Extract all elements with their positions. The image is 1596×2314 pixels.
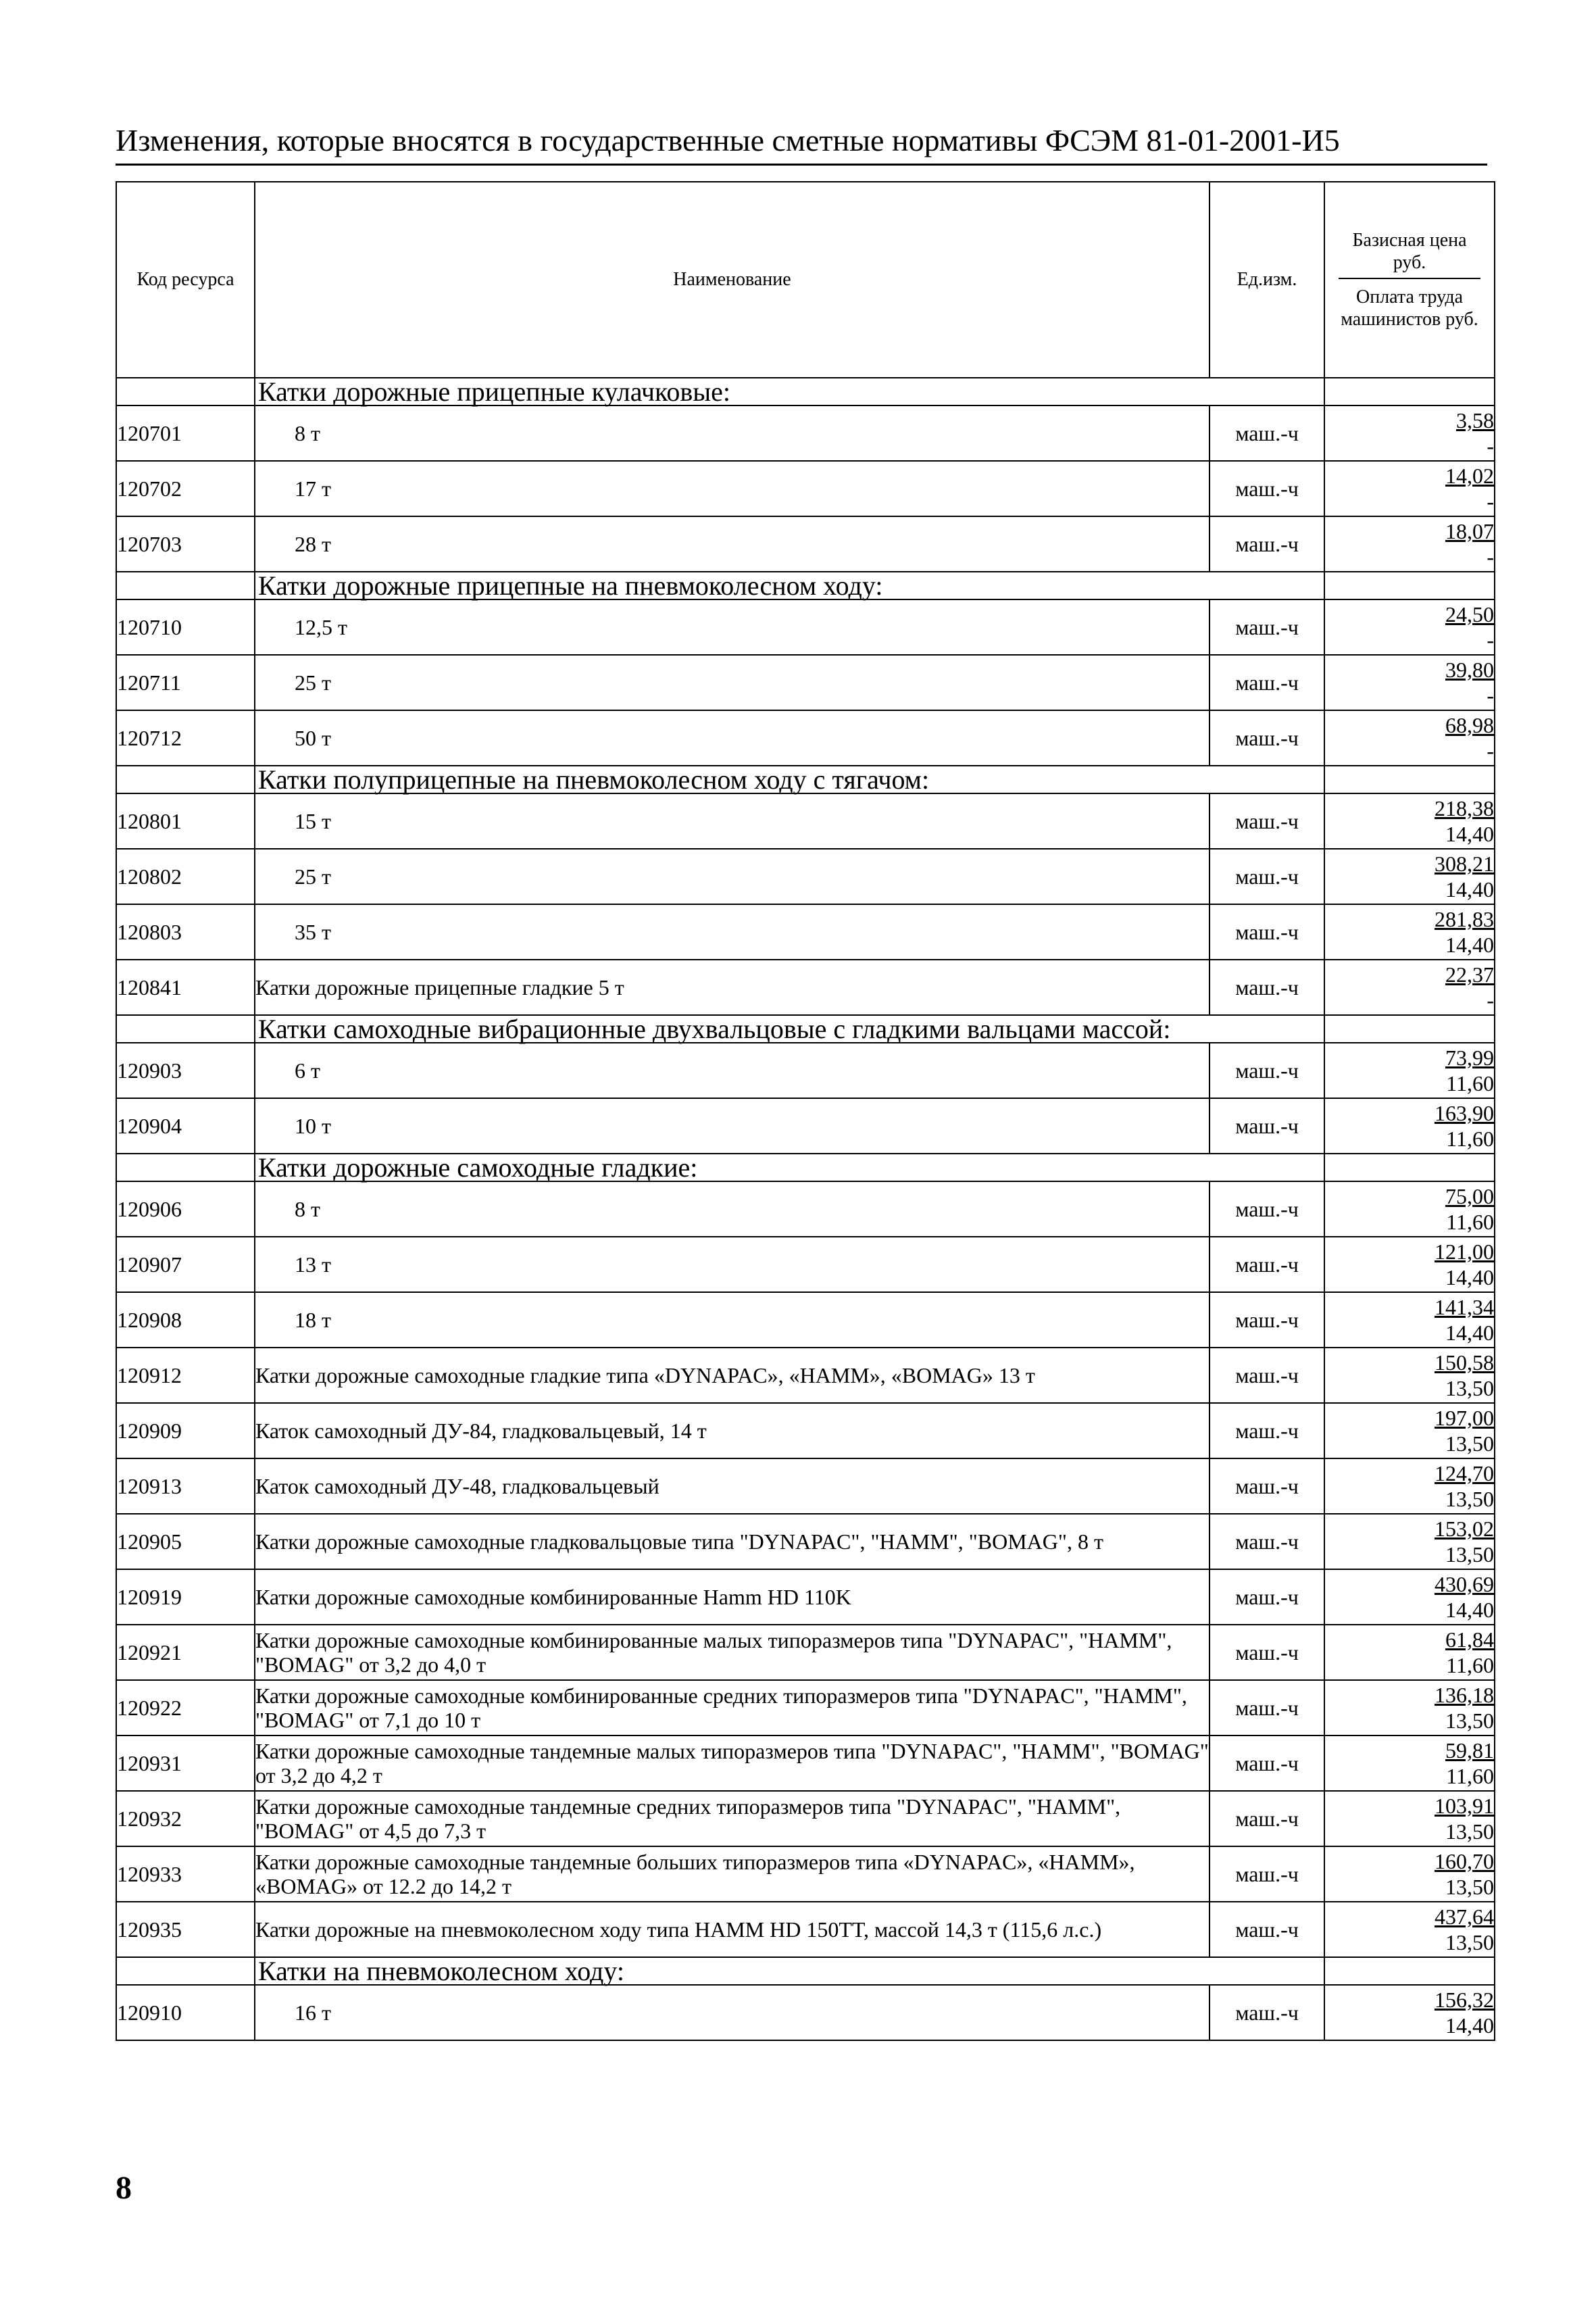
resource-code: 120905 xyxy=(116,1514,255,1569)
table-row xyxy=(116,1098,1495,1154)
base-price: 160,70 xyxy=(1435,1849,1494,1873)
labor-price: 13,50 xyxy=(1445,1930,1494,1954)
price-cell xyxy=(1324,516,1495,572)
price-cell xyxy=(1324,1237,1495,1292)
resource-code: 120906 xyxy=(116,1181,255,1237)
table-row xyxy=(116,1292,1495,1348)
table-row xyxy=(116,1791,1495,1846)
labor-price: 13,50 xyxy=(1445,1819,1494,1844)
group-row xyxy=(116,766,1495,793)
resource-name: Катки дорожные самоходные комбинированные малых типоразмеров типа "DYNAPAC", "HAMM", "BOMAG" от 3,2 до 4,0 т xyxy=(255,1625,1210,1680)
table-row xyxy=(116,1514,1495,1569)
table-row xyxy=(116,516,1495,572)
labor-price: 11,60 xyxy=(1446,1653,1494,1677)
col-header-price xyxy=(1324,182,1495,378)
resource-name: Катки дорожные самоходные тандемные малых типоразмеров типа "DYNAPAC", "HAMM", "BOMAG" от 3,2 до 4,2 т xyxy=(255,1736,1210,1791)
unit: маш.-ч xyxy=(1210,1348,1324,1403)
unit: маш.-ч xyxy=(1210,1514,1324,1569)
table-row xyxy=(116,960,1495,1015)
labor-price: 11,60 xyxy=(1446,1764,1494,1788)
unit: маш.-ч xyxy=(1210,960,1324,1015)
price-cell xyxy=(1324,710,1495,766)
price-cell xyxy=(1324,904,1495,960)
base-price: 68,98 xyxy=(1445,713,1494,737)
labor-price: 14,40 xyxy=(1445,1265,1494,1289)
page-header: Изменения, которые вносятся в государственные сметные нормативы ФСЭМ 81-01-2001-И5 xyxy=(116,122,1487,166)
unit: маш.-ч xyxy=(1210,1569,1324,1625)
base-price: 75,00 xyxy=(1445,1184,1494,1208)
base-price: 73,99 xyxy=(1445,1045,1494,1070)
resource-name: 25 т xyxy=(255,849,1210,904)
base-price: 24,50 xyxy=(1445,602,1494,626)
table-row xyxy=(116,1846,1495,1902)
group-title: Катки полуприцепные на пневмоколесном ходу с тягачом: xyxy=(255,766,1324,793)
group-title: Катки дорожные прицепные на пневмоколесном ходу: xyxy=(255,572,1324,599)
resource-name: 17 т xyxy=(255,461,1210,516)
price-cell xyxy=(1324,1625,1495,1680)
price-cell xyxy=(1324,655,1495,710)
resource-code: 120912 xyxy=(116,1348,255,1403)
labor-price: - xyxy=(1487,489,1494,514)
group-row xyxy=(116,572,1495,599)
resource-name: 35 т xyxy=(255,904,1210,960)
price-labor-header: Оплата труда машинистов руб. xyxy=(1341,287,1478,330)
resource-code: 120803 xyxy=(116,904,255,960)
resource-code: 120931 xyxy=(116,1736,255,1791)
price-cell xyxy=(1324,1292,1495,1348)
group-code-cell xyxy=(116,766,255,793)
table-row xyxy=(116,1736,1495,1791)
price-cell xyxy=(1324,599,1495,655)
table-row xyxy=(116,1680,1495,1736)
labor-price: 13,50 xyxy=(1445,1708,1494,1733)
table-row xyxy=(116,1902,1495,1957)
group-title: Катки на пневмоколесном ходу: xyxy=(255,1957,1324,1985)
labor-price: 14,40 xyxy=(1445,877,1494,902)
resource-code: 120841 xyxy=(116,960,255,1015)
labor-price: 13,50 xyxy=(1445,1431,1494,1456)
table-row xyxy=(116,904,1495,960)
group-code-cell xyxy=(116,1154,255,1181)
resource-name: 13 т xyxy=(255,1237,1210,1292)
table-row xyxy=(116,599,1495,655)
labor-price: 11,60 xyxy=(1446,1127,1494,1151)
unit: маш.-ч xyxy=(1210,1458,1324,1514)
price-cell xyxy=(1324,1458,1495,1514)
price-cell xyxy=(1324,1348,1495,1403)
resource-code: 120907 xyxy=(116,1237,255,1292)
unit: маш.-ч xyxy=(1210,461,1324,516)
resource-code: 120710 xyxy=(116,599,255,655)
unit: маш.-ч xyxy=(1210,1985,1324,2040)
resource-name: Катки дорожные самоходные гладкие типа «DYNAPAC», «HAMM», «BOMAG» 13 т xyxy=(255,1348,1210,1403)
base-price: 136,18 xyxy=(1435,1683,1494,1707)
price-cell xyxy=(1324,793,1495,849)
labor-price: 11,60 xyxy=(1446,1071,1494,1096)
table-row xyxy=(116,1403,1495,1458)
base-price: 153,02 xyxy=(1435,1517,1494,1541)
base-price: 308,21 xyxy=(1435,852,1494,876)
resource-name: 28 т xyxy=(255,516,1210,572)
unit: маш.-ч xyxy=(1210,1292,1324,1348)
resource-name: 18 т xyxy=(255,1292,1210,1348)
resource-code: 120933 xyxy=(116,1846,255,1902)
base-price: 18,07 xyxy=(1445,519,1494,543)
price-cell xyxy=(1324,405,1495,461)
col-header-name: Наименование xyxy=(255,182,1210,378)
price-cell xyxy=(1324,1514,1495,1569)
labor-price: - xyxy=(1487,739,1494,763)
table-row xyxy=(116,461,1495,516)
table-row xyxy=(116,710,1495,766)
unit: маш.-ч xyxy=(1210,1237,1324,1292)
resource-code: 120910 xyxy=(116,1985,255,2040)
labor-price: - xyxy=(1487,683,1494,708)
base-price: 59,81 xyxy=(1445,1738,1494,1763)
unit: маш.-ч xyxy=(1210,1403,1324,1458)
table-row xyxy=(116,1181,1495,1237)
price-cell xyxy=(1324,1098,1495,1154)
resource-code: 120703 xyxy=(116,516,255,572)
table-row xyxy=(116,1985,1495,2040)
base-price: 121,00 xyxy=(1435,1239,1494,1264)
unit: маш.-ч xyxy=(1210,710,1324,766)
unit: маш.-ч xyxy=(1210,1846,1324,1902)
group-title: Катки дорожные самоходные гладкие: xyxy=(255,1154,1324,1181)
labor-price: - xyxy=(1487,628,1494,652)
unit: маш.-ч xyxy=(1210,793,1324,849)
resource-code: 120932 xyxy=(116,1791,255,1846)
price-cell xyxy=(1324,1902,1495,1957)
base-price: 61,84 xyxy=(1445,1627,1494,1652)
labor-price: 14,40 xyxy=(1445,933,1494,957)
labor-price: 13,50 xyxy=(1445,1542,1494,1567)
resource-code: 120801 xyxy=(116,793,255,849)
labor-price: 11,60 xyxy=(1446,1210,1494,1234)
resource-code: 120921 xyxy=(116,1625,255,1680)
unit: маш.-ч xyxy=(1210,599,1324,655)
group-price-cell xyxy=(1324,572,1495,599)
unit: маш.-ч xyxy=(1210,1181,1324,1237)
unit: маш.-ч xyxy=(1210,1680,1324,1736)
price-cell xyxy=(1324,461,1495,516)
base-price: 14,02 xyxy=(1445,464,1494,488)
labor-price: 14,40 xyxy=(1445,1321,1494,1345)
base-price: 197,00 xyxy=(1435,1406,1494,1430)
group-price-cell xyxy=(1324,1154,1495,1181)
table-row xyxy=(116,1569,1495,1625)
resource-code: 120711 xyxy=(116,655,255,710)
resource-name: 15 т xyxy=(255,793,1210,849)
resource-name: 25 т xyxy=(255,655,1210,710)
unit: маш.-ч xyxy=(1210,405,1324,461)
resource-code: 120908 xyxy=(116,1292,255,1348)
table-row xyxy=(116,1043,1495,1098)
base-price: 22,37 xyxy=(1445,962,1494,987)
price-cell xyxy=(1324,1181,1495,1237)
resource-name: Каток самоходный ДУ-48, гладковальцевый xyxy=(255,1458,1210,1514)
resource-code: 120802 xyxy=(116,849,255,904)
group-code-cell xyxy=(116,1957,255,1985)
labor-price: 14,40 xyxy=(1445,822,1494,846)
base-price: 156,32 xyxy=(1435,1988,1494,2012)
resource-name: 8 т xyxy=(255,405,1210,461)
unit: маш.-ч xyxy=(1210,1098,1324,1154)
labor-price: - xyxy=(1487,434,1494,458)
resource-code: 120702 xyxy=(116,461,255,516)
resource-name: 10 т xyxy=(255,1098,1210,1154)
resource-name: 6 т xyxy=(255,1043,1210,1098)
unit: маш.-ч xyxy=(1210,655,1324,710)
resource-name: Катки дорожные самоходные комбинированные средних типоразмеров типа "DYNAPAC", "HAMM", "BOMAG" от 7,1 до 10 т xyxy=(255,1680,1210,1736)
unit: маш.-ч xyxy=(1210,1791,1324,1846)
price-cell xyxy=(1324,1403,1495,1458)
group-row xyxy=(116,378,1495,405)
group-code-cell xyxy=(116,572,255,599)
labor-price: 14,40 xyxy=(1445,1598,1494,1622)
resource-code: 120904 xyxy=(116,1098,255,1154)
unit: маш.-ч xyxy=(1210,1902,1324,1957)
price-cell xyxy=(1324,1791,1495,1846)
resource-name: 8 т xyxy=(255,1181,1210,1237)
base-price: 141,34 xyxy=(1435,1295,1494,1319)
unit: маш.-ч xyxy=(1210,1043,1324,1098)
price-cell xyxy=(1324,1043,1495,1098)
labor-price: - xyxy=(1487,988,1494,1012)
labor-price: - xyxy=(1487,545,1494,569)
resource-name: Катки дорожные прицепные гладкие 5 т xyxy=(255,960,1210,1015)
labor-price: 13,50 xyxy=(1445,1487,1494,1511)
col-header-unit: Ед.изм. xyxy=(1210,182,1324,378)
page-number: 8 xyxy=(116,2170,132,2206)
group-price-cell xyxy=(1324,766,1495,793)
price-cell xyxy=(1324,1736,1495,1791)
labor-price: 14,40 xyxy=(1445,2013,1494,2038)
group-row xyxy=(116,1154,1495,1181)
resource-code: 120903 xyxy=(116,1043,255,1098)
resource-name: Катки дорожные самоходные гладковальцовые типа "DYNAPAC", "HAMM", "BOMAG", 8 т xyxy=(255,1514,1210,1569)
resource-code: 120935 xyxy=(116,1902,255,1957)
labor-price: 13,50 xyxy=(1445,1875,1494,1899)
resource-code: 120712 xyxy=(116,710,255,766)
group-row xyxy=(116,1015,1495,1043)
group-title: Катки дорожные прицепные кулачковые: xyxy=(255,378,1324,405)
unit: маш.-ч xyxy=(1210,1625,1324,1680)
table-row xyxy=(116,1625,1495,1680)
base-price: 3,58 xyxy=(1456,408,1494,433)
unit: маш.-ч xyxy=(1210,904,1324,960)
resource-name: Катки дорожные самоходные тандемные средних типоразмеров типа "DYNAPAC", "HAMM", "BOMAG" от 4,5 до 7,3 т xyxy=(255,1791,1210,1846)
resource-code: 120909 xyxy=(116,1403,255,1458)
base-price: 430,69 xyxy=(1435,1572,1494,1596)
group-code-cell xyxy=(116,1015,255,1043)
group-price-cell xyxy=(1324,378,1495,405)
resource-table xyxy=(116,181,1495,2041)
price-cell xyxy=(1324,1680,1495,1736)
table-row xyxy=(116,849,1495,904)
resource-name: Катки дорожные самоходные комбинированные Hamm HD 110K xyxy=(255,1569,1210,1625)
resource-name: Каток самоходный ДУ-84, гладковальцевый, 14 т xyxy=(255,1403,1210,1458)
resource-code: 120919 xyxy=(116,1569,255,1625)
resource-code: 120701 xyxy=(116,405,255,461)
group-code-cell xyxy=(116,378,255,405)
resource-name: 16 т xyxy=(255,1985,1210,2040)
group-price-cell xyxy=(1324,1015,1495,1043)
price-cell xyxy=(1324,1569,1495,1625)
table-row xyxy=(116,655,1495,710)
base-price: 437,64 xyxy=(1435,1904,1494,1929)
group-row xyxy=(116,1957,1495,1985)
table-row xyxy=(116,793,1495,849)
unit: маш.-ч xyxy=(1210,516,1324,572)
base-price: 163,90 xyxy=(1435,1101,1494,1125)
base-price: 103,91 xyxy=(1435,1794,1494,1818)
resource-code: 120913 xyxy=(116,1458,255,1514)
group-title: Катки самоходные вибрационные двухвальцовые с гладкими вальцами массой: xyxy=(255,1015,1324,1043)
unit: маш.-ч xyxy=(1210,849,1324,904)
table-body xyxy=(116,378,1495,2040)
unit: маш.-ч xyxy=(1210,1736,1324,1791)
table-row xyxy=(116,1237,1495,1292)
resource-name: Катки дорожные самоходные тандемные больших типоразмеров типа «DYNAPAC», «HAMM», «BOMAG» от 12.2 до 14,2 т xyxy=(255,1846,1210,1902)
resource-name: Катки дорожные на пневмоколесном ходу типа HAMM HD 150TT, массой 14,3 т (115,6 л.с.) xyxy=(255,1902,1210,1957)
table-row xyxy=(116,1348,1495,1403)
table-row xyxy=(116,1458,1495,1514)
base-price: 150,58 xyxy=(1435,1350,1494,1375)
resource-name: 50 т xyxy=(255,710,1210,766)
resource-name: 12,5 т xyxy=(255,599,1210,655)
price-cell xyxy=(1324,849,1495,904)
col-header-code: Код ресурса xyxy=(116,182,255,378)
base-price: 39,80 xyxy=(1445,658,1494,682)
price-base-header: Базисная цена руб. xyxy=(1339,229,1480,279)
resource-code: 120922 xyxy=(116,1680,255,1736)
price-cell xyxy=(1324,1846,1495,1902)
table-row xyxy=(116,405,1495,461)
labor-price: 13,50 xyxy=(1445,1376,1494,1400)
price-cell xyxy=(1324,960,1495,1015)
price-cell xyxy=(1324,1985,1495,2040)
base-price: 124,70 xyxy=(1435,1461,1494,1485)
base-price: 281,83 xyxy=(1435,907,1494,931)
base-price: 218,38 xyxy=(1435,796,1494,820)
group-price-cell xyxy=(1324,1957,1495,1985)
